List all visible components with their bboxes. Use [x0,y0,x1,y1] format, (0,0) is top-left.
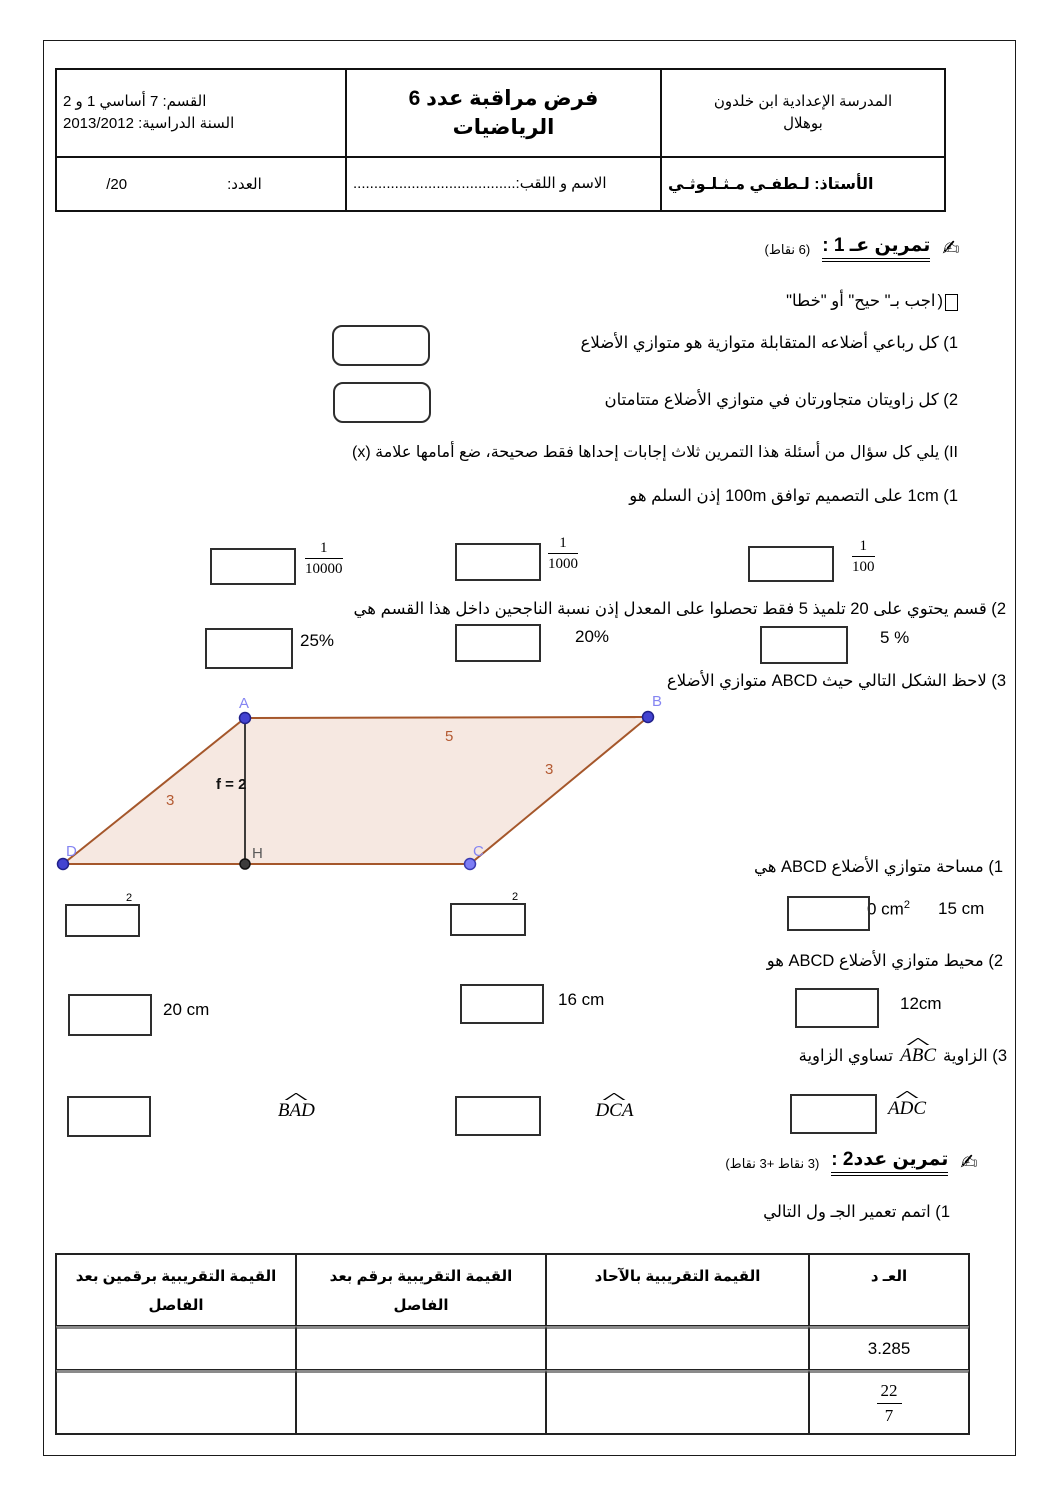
question-perimeter: 2) محيط متوازي الأضلاع ABCD هو [766,952,1003,970]
table-header-units: القيمة التقريبية بالآحاد [546,1254,809,1326]
fraction-22-7 [877,1380,902,1426]
table-header-two-decimals: القيمة التقريبية برقمين بعد الفاصل [56,1254,296,1326]
area-option-side-text: 15 cm [938,899,985,918]
score-label: العدد: [227,176,262,193]
part1-intro-text: اجب بـ" حيح" أو "خطا" [786,292,936,310]
perimeter-option-3: 20 cm [163,1000,210,1019]
question-percent: 2) قسم يحتوي على 20 تلميذ 5 فقط تحصلوا على المعدل إذن نسبة الناجحين داخل هذا القسم هي [353,600,1006,618]
area-option-box-3[interactable] [65,904,140,937]
fraction-numerator: 1 [548,534,578,554]
percent-option-2: 20% [575,627,610,646]
fraction-denominator: 7 [884,1405,894,1425]
angle-option-1: ^ ADC [888,1098,926,1120]
percent-option-box-1[interactable] [760,626,848,664]
header-table [55,68,946,212]
label-C: C [473,843,484,860]
part2-intro: II) يلي كل سؤال من أسئلة هذا التمرين ثلاث إجابات إحداها فقط صحيحة، ضع أمامها علامة (x) [352,444,958,461]
point-B[interactable] [643,712,654,723]
angle-option-box-1[interactable] [790,1094,877,1134]
side-label-right: 3 [545,761,554,778]
point-A[interactable] [240,713,251,724]
table-row2-units-cell[interactable] [546,1370,809,1434]
parallelogram-shape [63,717,648,864]
table-row2-two-decimals-cell[interactable] [56,1370,296,1434]
table-row1-one-decimal-cell[interactable] [296,1326,546,1370]
question-scale: 1) 1cm على التصميم توافق 100m إذن السلم هو [629,487,958,505]
area-option-exponent: 2 [903,899,910,911]
table-row2-one-decimal-cell[interactable] [296,1370,546,1434]
class-info: القسم: 7 أساسي 1 و 2 [63,92,207,110]
statement-1: 1) كل رباعي أضلاعه المتقابلة متوازية هو متوازي الأضلاع [580,334,958,352]
part1-paren: ) [937,291,943,310]
question-angle [799,1045,1007,1067]
angle-question-post: تساوي الزاوية [798,1047,894,1065]
table-header-number: العـ د [809,1254,969,1326]
statement-2: 2) كل زاويتان متجاورتان في متوازي الأضلاع متتامتان [604,391,958,409]
exam-title-line2: الرياضيات [452,116,555,139]
writing-hand-icon: ✍ [942,236,960,260]
point-C[interactable] [465,859,476,870]
scale-option-frac-2 [548,534,578,573]
fraction-numerator: 1 [305,539,343,559]
label-D: D [66,843,77,860]
point-D[interactable] [58,859,69,870]
exam-title-line1: فرض مراقبة عدد 6 [408,86,599,110]
table-row2-number [809,1370,969,1434]
table-row1-units-cell[interactable] [546,1326,809,1370]
part1-intro-line [786,291,958,311]
scale-option-box-3[interactable] [210,548,296,585]
fraction-numerator: 22 [877,1380,902,1403]
angle-ABC: ^ ABC [900,1045,936,1067]
point-H[interactable] [240,859,250,869]
area-option-covered-text [867,899,910,920]
perimeter-option-1: 12cm [900,994,942,1013]
statement-2-answer-box[interactable] [333,382,431,423]
exercise2-points: (3 نقاط +3 نقاط) [725,1156,820,1171]
score-value[interactable]: /20 [106,175,128,193]
exam-title-cell [346,69,661,157]
side-label-left: 3 [166,792,175,809]
perimeter-option-box-2[interactable] [460,984,544,1024]
fraction-denominator: 1000 [548,556,578,572]
question-figure: 3) لاحظ الشكل التالي حيث ABCD متوازي الأضلاع [666,672,1006,690]
fraction-denominator: 100 [852,559,875,575]
writing-hand-icon: ✍ [960,1150,978,1174]
school-name: المدرسة الإعدادية ابن خلدون [713,92,893,110]
scale-option-box-1[interactable] [748,546,834,582]
table-header-one-decimal: القيمة التقريبية برقم بعد الفاصل [296,1254,546,1326]
percent-option-box-3[interactable] [205,628,293,669]
teacher-cell [661,157,945,211]
exercise1-points: (6 نقاط) [764,242,811,257]
fraction-denominator: 10000 [305,561,343,577]
altitude-label: f = 2 [216,776,247,793]
school-city: بوهلال [783,115,823,132]
rounding-table [55,1253,970,1435]
label-H: H [252,845,263,862]
label-B: B [652,693,663,710]
name-cell[interactable] [346,157,661,211]
angle-option-2: ^ DCA [595,1100,633,1122]
school-cell [661,69,945,157]
angle-option-3: ^ BAD [278,1100,315,1122]
percent-option-box-2[interactable] [455,624,541,662]
percent-option-1: 5 % [880,628,910,647]
parallelogram-figure [40,688,670,880]
missing-glyph-box [945,294,958,311]
scale-option-frac-1 [852,537,875,576]
class-cell [56,69,346,157]
table-row1-number: 3.285 [809,1326,969,1370]
exercise2-title: تمرين عدد2 : [831,1148,948,1176]
perimeter-option-box-1[interactable] [795,988,879,1028]
area-option-covered-value: 0 cm [867,899,904,919]
question-area: 1) مساحة متوازي الأضلاع ABCD هي [753,858,1003,876]
percent-option-3: 25% [300,631,335,650]
angle-option-box-2[interactable] [455,1096,541,1136]
table-row1-two-decimals-cell[interactable] [56,1326,296,1370]
student-name-field[interactable]: الاسم و اللقب:....................................... [353,174,607,192]
score-cell [56,157,346,211]
exercise1-heading [765,234,960,262]
area-option-2-exponent: 2 [512,891,519,903]
perimeter-option-2: 16 cm [558,990,605,1009]
fraction-numerator: 1 [852,537,875,557]
side-label-top: 5 [445,728,454,745]
area-option-3-exponent: 2 [126,892,133,904]
label-A: A [239,695,250,712]
perimeter-option-box-3[interactable] [68,994,152,1036]
teacher-name: الأستاذ: لـطفـي مـثـلـوثـي [668,176,874,193]
scale-option-frac-3 [305,539,343,578]
angle-question-pre: 3) الزاوية [943,1047,1007,1065]
area-option-box-2[interactable] [450,903,526,936]
exercise2-heading [725,1148,978,1176]
scale-option-box-2[interactable] [455,543,541,581]
exercise2-q1: 1) اتمم تعمير الجـ ول التالي [763,1203,950,1221]
school-year: السنة الدراسية: 2013/2012 [63,115,235,132]
statement-1-answer-box[interactable] [332,325,430,366]
angle-option-box-3[interactable] [67,1096,151,1137]
exercise1-title: تمرين عـ 1 : [822,234,930,262]
area-option-box-1[interactable] [787,896,870,931]
